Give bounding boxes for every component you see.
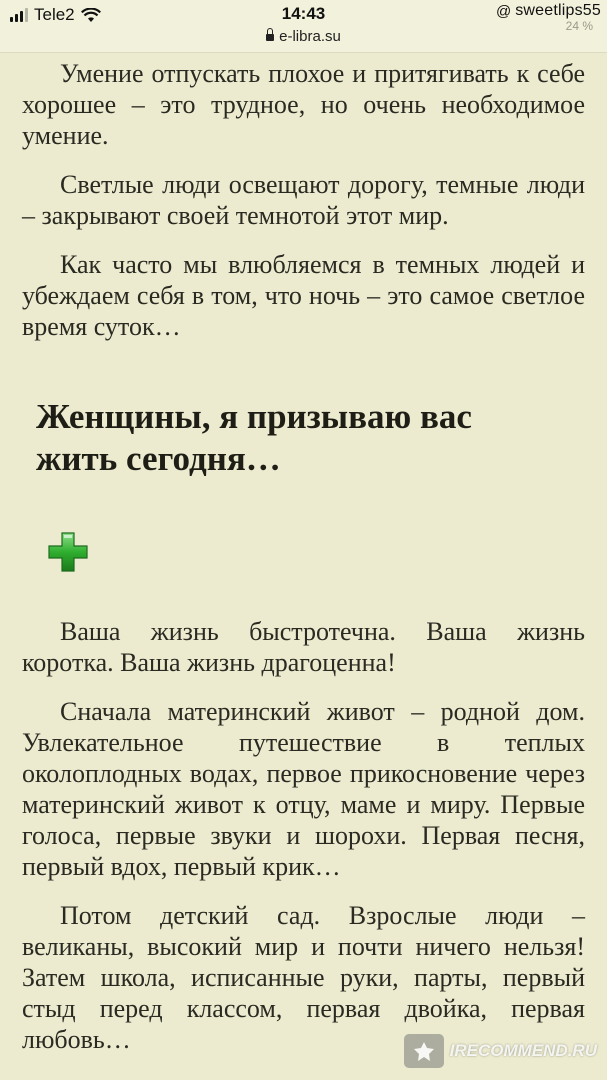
watermark	[404, 1034, 597, 1068]
url-text: e-libra.su	[279, 28, 341, 45]
article-body	[22, 58, 585, 1073]
status-right	[496, 2, 601, 20]
battery-percent: 24 %	[565, 19, 593, 33]
username-watermark: sweetlips55	[515, 2, 601, 19]
watermark-text: IRECOMMEND.RU	[449, 1041, 597, 1060]
paragraph: Ваша жизнь быстротечна. Ваша жизнь коротка. Ваша жизнь драгоценна!	[22, 617, 585, 677]
paragraph: Сначала материнский живот – родной дом. Увлекательное путешествие в теплых околоплодных водах, первое прикосновение через материнский живот к отцу, маме и миру. Первые голоса, первые звуки и шорохи. Первая песня, первый вдох, первый крик…	[22, 697, 585, 881]
paragraph: Потом детский сад. Взрослые люди – великаны, высокий мир и почти ничего нельзя! Затем школа, исписанные руки, парты, первый стыд перед классом, первая двойка, первая любовь…	[22, 901, 585, 1054]
paragraph: Светлые люди освещают дорогу, темные люди – закрывают своей темнотой этот мир.	[22, 170, 585, 230]
lock-icon	[266, 34, 274, 41]
heading-line: жить сегодня…	[36, 439, 281, 478]
paragraph: Умение отпускать плохое и притягивать к себе хорошее – это трудное, но очень необходимое умение.	[22, 59, 585, 150]
carrier-name: Tele2	[34, 5, 75, 24]
status-bar	[0, 0, 607, 53]
watermark-logo-icon	[404, 1034, 444, 1068]
screen-rotation-lock-icon: @	[495, 2, 512, 20]
clock: 14:43	[281, 4, 326, 23]
paragraph: Как часто мы влюбляемся в темных людей и убеждаем себя в том, что ночь – это самое светлое время суток…	[22, 250, 585, 341]
section-heading	[36, 396, 585, 480]
heading-line: Женщины, я призываю вас	[36, 397, 472, 436]
address-bar[interactable]	[0, 28, 607, 45]
green-plus-icon	[46, 530, 90, 574]
